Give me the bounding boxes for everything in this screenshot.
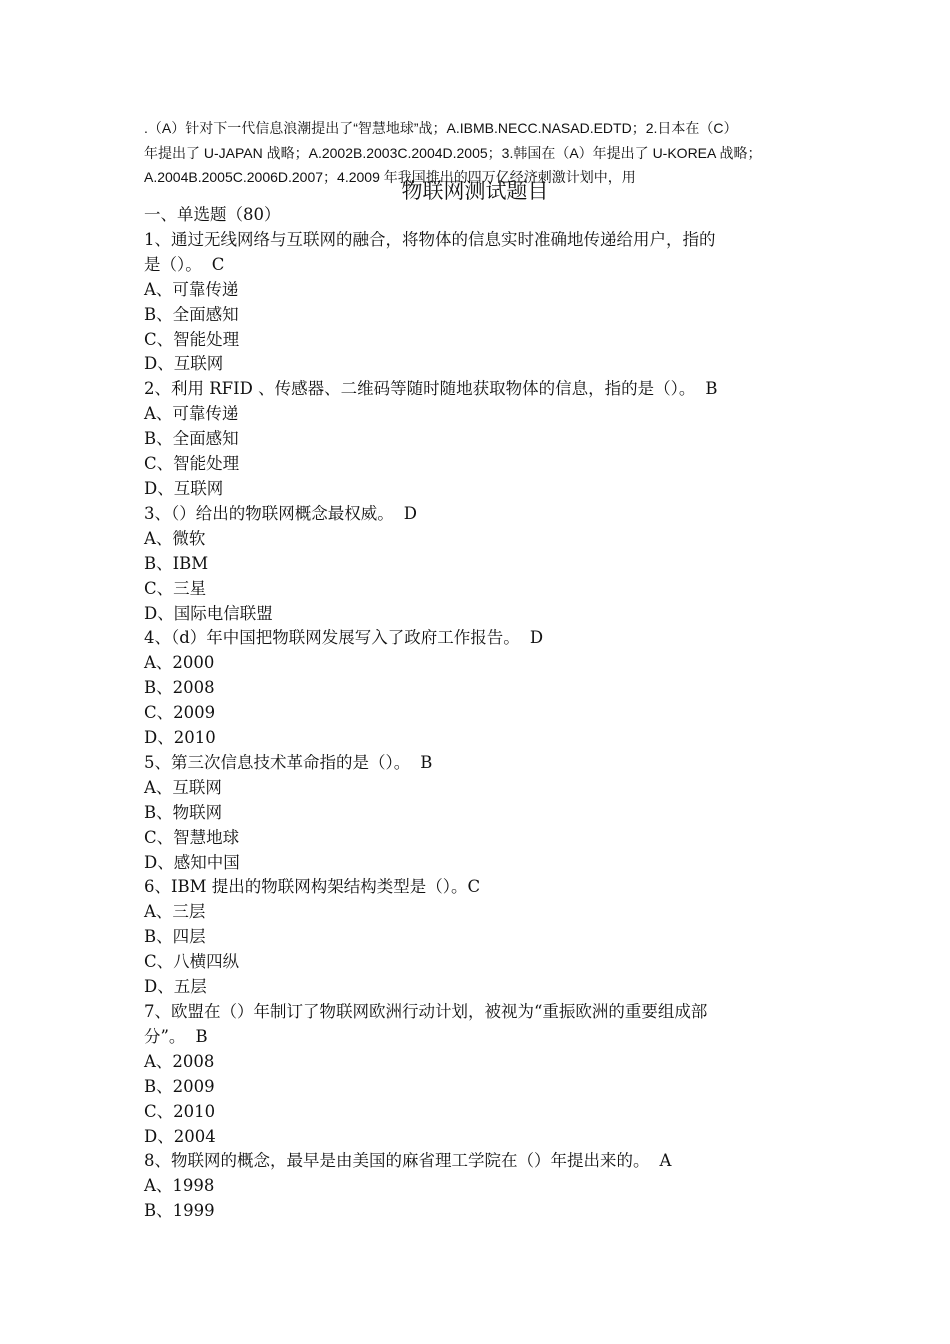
- option: A、1998: [144, 1176, 215, 1196]
- option: D、国际电信联盟: [144, 603, 273, 623]
- question-7: [144, 1000, 814, 1149]
- question-6: [144, 875, 814, 1000]
- option: D、2010: [144, 728, 216, 748]
- question-text: 6、IBM 提出的物联网构架结构类型是（）。C: [144, 877, 481, 897]
- option: B、全面感知: [144, 304, 239, 324]
- option: B、IBM: [144, 553, 209, 573]
- option: C、八横四纵: [144, 952, 240, 972]
- question-text: 1、通过无线网络与互联网的融合，将物体的信息实时准确地传递给用户，指的: [144, 229, 716, 249]
- option: B、物联网: [144, 802, 223, 822]
- question-list: [144, 203, 814, 1224]
- option: B、2008: [144, 678, 215, 698]
- page-title: 物联网测试题目: [401, 179, 549, 203]
- answer: B: [705, 379, 718, 399]
- option: B、全面感知: [144, 429, 239, 449]
- question-8: [144, 1149, 814, 1224]
- option: D、2004: [144, 1126, 216, 1146]
- answer: C: [211, 254, 225, 274]
- answer: D: [529, 628, 544, 648]
- option: A、互联网: [144, 777, 222, 797]
- option: C、智慧地球: [144, 827, 240, 847]
- option: D、感知中国: [144, 852, 240, 872]
- question-text: 4、（d）年中国把物联网发展写入了政府工作报告。 D: [144, 628, 544, 648]
- option: D、互联网: [144, 478, 224, 498]
- option: C、三星: [144, 578, 207, 598]
- option: D、互联网: [144, 354, 224, 374]
- option: B、1999: [144, 1201, 215, 1221]
- option: B、2009: [144, 1076, 215, 1096]
- option: C、智能处理: [144, 454, 240, 474]
- option: C、2009: [144, 703, 216, 723]
- option: C、2010: [144, 1101, 216, 1121]
- question-cont: 分”。 B: [144, 1026, 208, 1046]
- option: A、微软: [144, 528, 206, 548]
- answer: A: [659, 1151, 672, 1171]
- question-3: [144, 502, 814, 627]
- option: C、智能处理: [144, 329, 240, 349]
- question-2: [144, 377, 814, 502]
- header-line: .（A）针对下一代信息浪潮提出了“智慧地球”战；A.IBMB.NECC.NASAD.EDTD；2.日本在（C）: [144, 120, 738, 136]
- option: D、五层: [144, 977, 207, 997]
- question-text: 7、欧盟在（）年制订了物联网欧洲行动计划，被视为“重振欧洲的重要组成部: [144, 1002, 708, 1021]
- question-5: [144, 751, 814, 876]
- option: A、可靠传递: [144, 404, 239, 424]
- question-text: 5、第三次信息技术革命指的是（）。 B: [144, 752, 433, 772]
- option: A、2008: [144, 1051, 215, 1071]
- header-line: 年提出了 U-JAPAN 战略；A.2002B.2003C.2004D.2005；3.韩国在（A）年提出了 U-KOREA 战略；: [144, 144, 762, 161]
- option: A、可靠传递: [144, 279, 239, 299]
- option: A、三层: [144, 902, 206, 922]
- answer: B: [420, 752, 433, 772]
- question-text: 3、（）给出的物联网概念最权威。 D: [144, 503, 417, 523]
- option: B、四层: [144, 927, 206, 947]
- question-text: 2、利用 RFID 、传感器、二维码等随时随地获取物体的信息，指的是（）。 B: [144, 379, 718, 399]
- answer: B: [195, 1026, 208, 1046]
- question-cont: 是（）。 C: [144, 254, 225, 274]
- question-1: [144, 228, 814, 377]
- section-heading: 一、单选题（80）: [144, 205, 281, 224]
- question-text: 8、物联网的概念，最早是由美国的麻省理工学院在（）年提出来的。 A: [144, 1151, 672, 1171]
- header-line: A.2004B.2005C.2006D.2007；4.2009 年我国推出的四万亿经济刺激计划中，用: [144, 169, 636, 185]
- question-4: [144, 626, 814, 751]
- option: A、2000: [144, 653, 215, 673]
- answer: D: [403, 503, 417, 523]
